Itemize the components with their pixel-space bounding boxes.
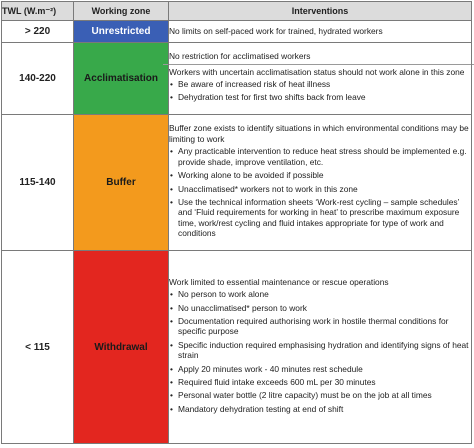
header-twl: TWL (W.m⁻²) (2, 2, 74, 21)
intervention-text: No restriction for acclimatised workers (169, 51, 311, 62)
twl-value: 140-220 (2, 43, 74, 115)
list-item: • No unacclimatised* person to work (169, 303, 471, 313)
row-withdrawal (2, 251, 472, 444)
zone-label-acclimatisation: Acclimatisation (74, 43, 169, 115)
zone-label-buffer: Buffer (74, 115, 169, 251)
interventions-cell (169, 21, 472, 43)
intervention-text: No limits on self-paced work for trained, hydrated workers (169, 26, 383, 37)
list-item: • Dehydration test for first two shifts back from leave (169, 92, 471, 102)
list-item: • Documentation required authorising work in hostile thermal conditions for specific purpose (169, 316, 471, 337)
header-working-zone: Working zone (74, 2, 169, 21)
list-item: • Personal water bottle (2 litre capacity) must be on the job at all times (169, 390, 471, 400)
list-item: • No person to work alone (169, 289, 471, 299)
list-item: • Required fluid intake exceeds 600 mL per 30 minutes (169, 377, 471, 387)
list-item: • Any practicable intervention to reduce heat stress should be implemented e.g. provide shade, improve ventilation, etc. (169, 146, 471, 167)
list-item: • Apply 20 minutes work - 40 minutes rest schedule (169, 364, 471, 374)
list-item: • Working alone to be avoided if possible (169, 170, 471, 180)
header-interventions: Interventions (169, 2, 472, 21)
header-row (2, 2, 472, 21)
intervention-text: Workers with uncertain acclimatisation status should not work alone in this zone (169, 66, 465, 77)
interventions-cell (169, 115, 472, 251)
row-buffer (2, 115, 472, 251)
twl-value: 115-140 (2, 115, 74, 251)
row-acclimatisation (2, 43, 472, 115)
list-item: • Mandatory dehydration testing at end of shift (169, 404, 471, 414)
list-item: • Be aware of increased risk of heat illness (169, 79, 471, 89)
bullet-list (169, 146, 471, 238)
interventions-cell (169, 43, 472, 115)
divider (163, 64, 474, 65)
twl-value: < 115 (2, 251, 74, 444)
zone-label-withdrawal: Withdrawal (74, 251, 169, 444)
list-item: • Specific induction required emphasising hydration and identifying signs of heat strain (169, 340, 471, 361)
bullet-list (169, 289, 471, 414)
twl-interventions-table (1, 1, 472, 444)
twl-value: > 220 (2, 21, 74, 43)
intervention-text: Work limited to essential maintenance or rescue operations (169, 276, 389, 287)
interventions-cell (169, 251, 472, 444)
bullet-list (169, 79, 471, 103)
intervention-text: Buffer zone exists to identify situations in which environmental conditions may be limiting to work (169, 123, 469, 144)
list-item: • Use the technical information sheets ‘Work-rest cycling – sample schedules’ and ‘Fluid requirements for working in heat’ to prescribe maximum exposure time, work/rest cycling and fluid intakes appropriate for type of work and conditions (169, 197, 471, 239)
list-item: • Unacclimatised* workers not to work in this zone (169, 184, 471, 194)
zone-label-unrestricted: Unrestricted (74, 21, 169, 43)
row-unrestricted (2, 21, 472, 43)
